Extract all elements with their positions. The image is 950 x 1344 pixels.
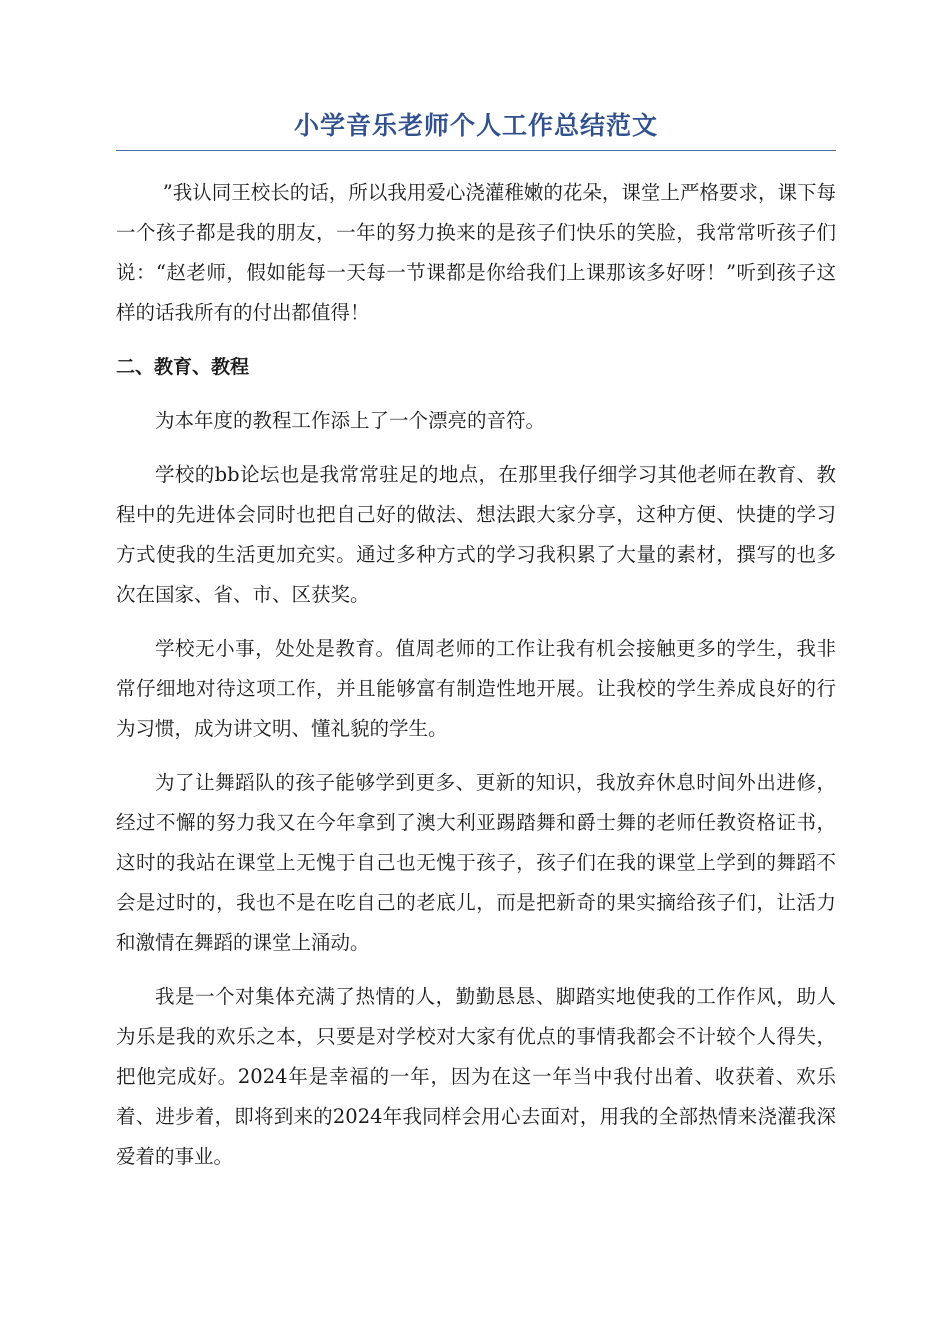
section-heading: 二、教育、教程: [116, 356, 250, 378]
body-paragraph-2: 学校的bb论坛也是我常常驻足的地点，在那里我仔细学习其他老师在教育、教程中的先进体会同时也把自己好的做法、想法跟大家分享，这种方便、快捷的学习方式使我的生活更加充实。通过多种方式的学习我积累了大量的素材，撰写的也多次在国家、省、市、区获奖。: [116, 463, 836, 606]
title-underline-rule: [116, 150, 836, 151]
body-paragraph-3: 学校无小事，处处是教育。值周老师的工作让我有机会接触更多的学生，我非常仔细地对待这项工作，并且能够富有制造性地开展。让我校的学生养成良好的行为习惯，成为讲文明、懂礼貌的学生。: [116, 637, 836, 740]
body-paragraph-1: 为本年度的教程工作添上了一个漂亮的音符。: [155, 409, 546, 432]
intro-paragraph: ”我认同王校长的话，所以我用爱心浇灌稚嫩的花朵，课堂上严格要求，课下每一个孩子都是我的朋友，一年的努力换来的是孩子们快乐的笑脸，我常常听孩子们说：“赵老师，假如能每一天每一节课都是你给我们上课那该多好呀！”听到孩子这样的话我所有的付出都值得！: [116, 181, 836, 324]
body-paragraph-5: 我是一个对集体充满了热情的人，勤勤恳恳、脚踏实地使我的工作作风，助人为乐是我的欢乐之本，只要是对学校对大家有优点的事情我都会不计较个人得失，把他完成好。2024年是幸福的一年，因为在这一年当中我付出着、收获着、欢乐着、进步着，即将到来的2024年我同样会用心去面对，用我的全部热情来浇灌我深爱着的事业。: [116, 985, 836, 1168]
document-title: 小学音乐老师个人工作总结范文: [293, 111, 658, 140]
body-paragraph-4: 为了让舞蹈队的孩子能够学到更多、更新的知识，我放弃休息时间外出进修，经过不懈的努力我又在今年拿到了澳大利亚踢踏舞和爵士舞的老师任教资格证书，这时的我站在课堂上无愧于自己也无愧于孩子，孩子们在我的课堂上学到的舞蹈不会是过时的，我也不是在吃自己的老底儿，而是把新奇的果实摘给孩子们，让活力和激情在舞蹈的课堂上涌动。: [116, 771, 836, 954]
document-page: [116, 108, 836, 1191]
